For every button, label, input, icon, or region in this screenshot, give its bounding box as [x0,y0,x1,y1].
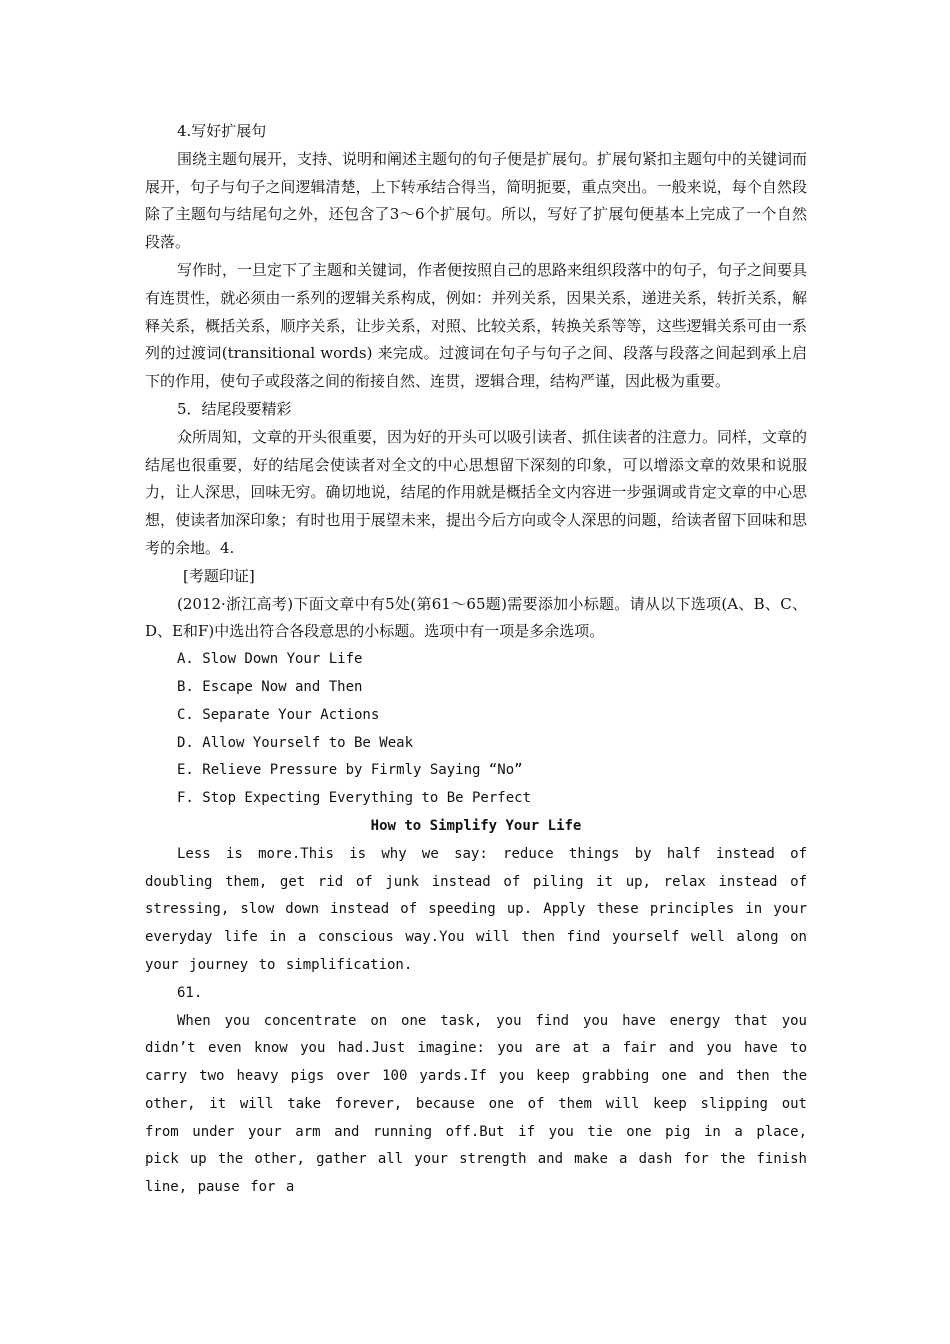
option-b: B. Escape Now and Then [177,678,363,695]
option-c: C. Separate Your Actions [177,706,380,723]
option-a: A. Slow Down Your Life [177,651,363,668]
article-intro: Less is more.This is why we say: reduce things by half instead of doubling them, get rid of junk instead of piling it up, relax instead of stressing, slow down instead of speeding up. Apply these principles in your everyday life in a conscious way.You will then find yourself well along on your journey to simplification. [145,845,807,973]
article-paragraph-61: When you concentrate on one task, you find you have energy that you didn’t even know you had.Just imagine: you are at a fair and you have to carry two heavy pigs over 100 yards.If you keep grabbing one and then the other, it will take forever, because one of them will keep slipping out from under your arm and running off.But if you tie one pig in a place, pick up the other, gather all your strength and make a dash for the finish line, pause for a [145,1012,807,1196]
section-4-paragraph-2: 写作时，一旦定下了主题和关键词，作者便按照自己的思路来组织段落中的句子，句子之间要具有连贯性，就必须由一系列的逻辑关系构成，例如：并列关系，因果关系，递进关系，转折关系，解释关系，概括关系，顺序关系，让步关系，对照、比较关系，转换关系等等，这些逻辑关系可由一系列的过渡词(transitional words) 来完成。过渡词在句子与句子之间、段落与段落之间起到承上启下的作用，使句子或段落之间的衔接自然、连贯，逻辑合理，结构严谨，因此极为重要。 [145,260,808,391]
exam-instruction: (2012·浙江高考)下面文章中有5处(第61～65题)需要添加小标题。请从以下选项(A、B、C、D、E和F)中选出符合各段意思的小标题。选项中有一项是多余选项。 [145,594,807,641]
option-e: E. Relieve Pressure by Firmly Saying “No” [177,762,523,779]
exam-label: [考题印证] [183,566,255,585]
article-title: How to Simplify Your Life [370,817,582,834]
question-61-blank: 61. [177,984,203,1001]
option-f: F. Stop Expecting Everything to Be Perfect [177,790,532,807]
section-4-paragraph-1: 围绕主题句展开，支持、说明和阐述主题句的句子便是扩展句。扩展句紧扣主题句中的关键词而展开，句子与句子之间逻辑清楚，上下转承结合得当，简明扼要，重点突出。一般来说，每个自然段除了主题句与结尾句之外，还包含了3～6个扩展句。所以，写好了扩展句便基本上完成了一个自然段落。 [145,149,808,252]
section-4-heading: 4.写好扩展句 [177,122,267,140]
option-list [145,646,807,813]
section-5-heading: 5．结尾段要精彩 [177,399,292,418]
document-page [145,118,807,1202]
section-5-paragraph-1: 众所周知，文章的开头很重要，因为好的开头可以吸引读者、抓住读者的注意力。同样，文章的结尾也很重要，好的结尾会使读者对全文的中心思想留下深刻的印象，可以增添文章的效果和说服力，让人深思，回味无穷。确切地说，结尾的作用就是概括全文内容进一步强调或肯定文章的中心思想，使读者加深印象；有时也用于展望未来，提出今后方向或令人深思的问题，给读者留下回味和思考的余地。4. [145,427,808,557]
option-d: D. Allow Yourself to Be Weak [177,734,414,751]
